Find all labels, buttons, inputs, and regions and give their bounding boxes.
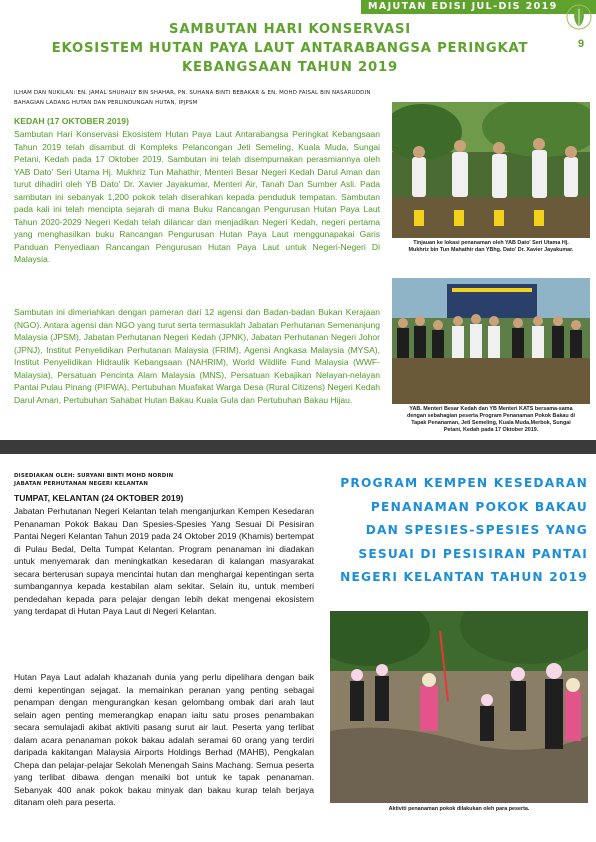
kedah-photo2-caption-line4: Petani, Kedah pada 17 Oktober 2019. bbox=[443, 427, 539, 433]
mangrove-leaf-logo-icon bbox=[562, 2, 596, 32]
tumpat-paragraph-2: Hutan Paya Laut adalah khazanah dunia yang perlu dipelihara dengan baik demi kepentingan sejagat. Ia memainkan peranan yang penting sebagai penampan dengan mengurangkan kesan gelombang ombak dari arah laut selain agen penting memerangkap enapan iaitu satu proses penambakan secara semulajadi akibat aktiviti pasang surut air laut. Peserta yang terlibat dalam acara penanaman pokok bakau adalah seramai 60 orang yang terdiri daripada kakitangan Malaysia Airports Holdings Berhad (MAHB), Pengkalan Chepa dan pelajar-pelajar Sekolah Menengah Sains Machang. Semua peserta yang terlibat dibawa dengan menaiki bot untuk ke tapak penanaman. Sebanyak 400 anak pokok bakau minyak dan bakau kurap telah berjaya ditanam oleh para peserta. bbox=[14, 672, 314, 807]
kedah-photo2-caption-line3: Tapak Penanaman, Jeti Semeling, Kuala Muda,Merbok, Sungai bbox=[411, 420, 571, 426]
kedah-photo2-caption-line2: dengan sebahagian peserta Program Penanaman Pokok Bakau di bbox=[406, 413, 576, 419]
article2-credit-line1: DISEDIAKAN OLEH: SURYANI BINTI MOHD NORDIN bbox=[14, 473, 174, 479]
article1-title-line1: SAMBUTAN HARI KONSERVASI bbox=[169, 22, 411, 37]
kedah-photo1-caption-line1: Tinjauan ke lokasi penanaman oleh YAB Dato' Seri Utama Hj. bbox=[413, 240, 569, 246]
kedah-paragraph-1: Sambutan Hari Konservasi Ekosistem Hutan Paya Laut Antarabangsa Peringkat Kebangsaan Tahun 2019 telah disambut di Kompleks Pelancongan Jeti Semeling, Kuala Muda, Sungai Petani, Kedah pada 17 Oktober 2019. Sambutan ini telah disempurnakan perasmiannya oleh YAB Dato' Seri Utama Hj. Mukhriz Tun Mahathir, Menteri Besar Negeri Kedah Darul Aman dan turut dihadiri oleh YB Dato' Dr. Xavier Jayakumar, Menteri Air, Tanah Dan Sumber Asli. Pada sambutan ini sebanyak 1,200 pokok telah diserahkan kepada penduduk tempatan. Sambutan pada kali ini telah mencipta sejarah di mana Buku Rancangan Pengurusan Hutan Paya Laut Tahun 2020-2029 Negeri Kedah telah dilancar dan menjadikan Negeri Kedah, negeri pertama yang menghasilkan buku Rancangan Pengurusan Hutan Paya Laut menggunapakai Garis Panduan Penyediaan Rancangan Pengurusan Hutan Paya Laut untuk Negeri-Negeri Di Malaysia. bbox=[14, 129, 380, 264]
edition-banner: MAJUTAN EDISI JUL-DIS 2019 bbox=[361, 0, 596, 14]
article2-title-line2: PENANAMAN POKOK BAKAU bbox=[370, 499, 588, 514]
article2-credit-line2: JABATAN PERHUTANAN NEGERI KELANTAN bbox=[14, 481, 149, 487]
kelantan-photo-caption: Aktiviti penanaman pokok dilakukan oleh para peserta. bbox=[388, 806, 530, 812]
article1-credit-line1: ILHAM DAN NUKILAN: EN. JAMAL SHUHAILY BIN SHAHAR, PN. SUHANA BINTI BEBAKAR & EN. MOHD FAISAL BIN NASARUDDIN bbox=[14, 90, 371, 96]
tumpat-paragraph-1: Jabatan Perhutanan Negeri Kelantan telah menganjurkan Kempen Kesedaran Penanaman Pokok Bakau Dan Spesies-Spesies Yang Sesuai Di Pesisiran Pantai Negeri Kelantan Tahun 2019 pada 24 Oktober 2019 (Khamis) bertempat di Pulau Bedal, Delta Tumpat Kelantan. Program penanaman ini diadakan untuk menyemarak dan meningkatkan kesedaran di kalangan masyarakat secara berterusan supaya mencintai hutan dan menghargai kepentingan serta sumbangannya kepada kestabilan alam sekitar. Selain itu, untuk memberi pendedahan kepada para pelajar dengan lebih dekat mengenai ekosistem yang terdapat di Hutan Paya Laut di Negeri Kelantan. bbox=[14, 506, 314, 616]
kelantan-planting-photo bbox=[330, 611, 588, 803]
kedah-paragraph-2: Sambutan ini dimeriahkan dengan pameran dari 12 agensi dan Badan-badan Bukan Kerajaan (NGO). Antara agensi dan NGO yang turut serta termasuklah Jabatan Perhutanan Semenanjung Malaysia (JPSM), Jabatan Perhutanan Negeri Kedah (JPNK), Jabatan Perhutanan Negeri Johor (JPNJ), Institut Penyelidikan Perhutanan Malaysia (FRIM), Agensi Angkasa Malaysia (MYSA), Institut Penyelidikan Hidraulik Kebangsaan (NAHRIM), World Wildlife Fund Malaysia (WWF-Malaysia), Persatuan Pencinta Alam Malaysia (MNS), Persatuan Kebajikan Nelayan-nelayan Pantai Pulau Pinang (PIFWA), Pertubuhan Muafakat Warga Desa (Rural Citizens) Negeri Kedah Darul Aman, Pertubuhan Sahabat Hutan Bakau Kuala Gula dan Pertubuhan Bakau Hijau. bbox=[14, 307, 380, 405]
article1-title-line2: EKOSISTEM HUTAN PAYA LAUT ANTARABANGSA PERINGKAT bbox=[51, 41, 529, 56]
article2-title-line5: NEGERI KELANTAN TAHUN 2019 bbox=[340, 570, 588, 585]
article2-title-line3: DAN SPESIES-SPESIES YANG bbox=[365, 523, 588, 538]
article2-title bbox=[322, 472, 588, 590]
kedah-group-photo bbox=[392, 278, 590, 404]
kedah-section-heading: KEDAH (17 OKTOBER 2019) bbox=[14, 116, 129, 126]
section-divider bbox=[0, 440, 596, 454]
kedah-site-visit-photo bbox=[392, 102, 590, 238]
kedah-photo1-caption-line2: Mukhriz bin Tun Mahathir dan YBhg. Dato' Dr. Xavier Jayakumar. bbox=[408, 247, 574, 253]
tumpat-section-heading: TUMPAT, KELANTAN (24 OKTOBER 2019) bbox=[14, 493, 184, 503]
kedah-photo2-caption-line1: YAB. Menteri Besar Kedah dan YB Menteri KATS bersama-sama bbox=[409, 406, 573, 412]
article2-title-line4: SESUAI DI PESISIRAN PANTAI bbox=[358, 546, 588, 561]
article2-title-line1: PROGRAM KEMPEN KESEDARAN bbox=[340, 476, 588, 490]
article1-credit-line2: BAHAGIAN LADANG HUTAN DAN PERLINDUNGAN HUTAN, IPJPSM bbox=[14, 100, 198, 106]
article1-title-line3: KEBANGSAAN TAHUN 2019 bbox=[182, 60, 398, 75]
page-number: 9 bbox=[577, 38, 585, 50]
